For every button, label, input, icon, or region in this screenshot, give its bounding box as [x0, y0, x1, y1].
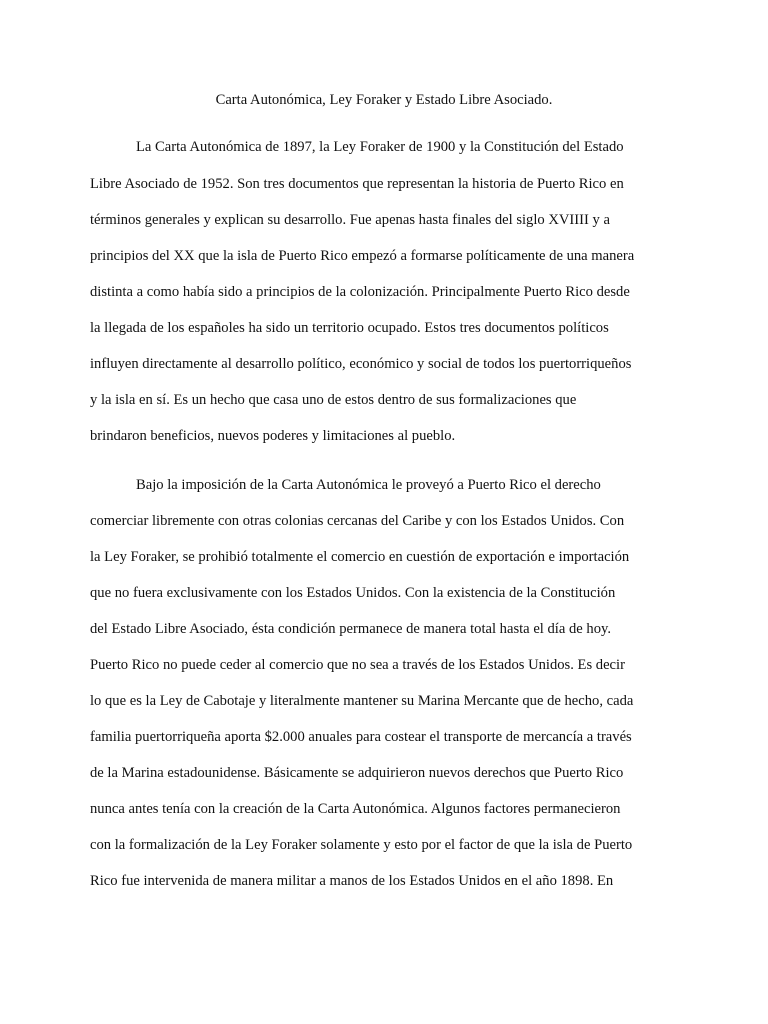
paragraph-1-line: términos generales y explican su desarrollo. Fue apenas hasta finales del siglo XVIIII y a [90, 212, 610, 228]
paragraph-1-line: la llegada de los españoles ha sido un territorio ocupado. Estos tres documentos políticos [90, 320, 609, 336]
paragraph-1-line: Libre Asociado de 1952. Son tres documentos que representan la historia de Puerto Rico en [90, 176, 624, 192]
paragraph-2-line: que no fuera exclusivamente con los Estados Unidos. Con la existencia de la Constitución [90, 585, 616, 601]
paragraph-1-line: principios del XX que la isla de Puerto Rico empezó a formarse políticamente de una manera [90, 248, 635, 264]
paragraph-2-line: Rico fue intervenida de manera militar a manos de los Estados Unidos en el año 1898. En [90, 873, 614, 889]
paragraph-2-line: de la Marina estadounidense. Básicamente se adquirieron nuevos derechos que Puerto Rico [90, 765, 624, 781]
paragraph-1-line: brindaron beneficios, nuevos poderes y limitaciones al pueblo. [90, 428, 456, 444]
paragraph-1-line: y la isla en sí. Es un hecho que casa uno de estos dentro de sus formalizaciones que [90, 392, 577, 408]
paragraph-2-line: familia puertorriqueña aporta $2.000 anuales para costear el transporte de mercancía a través [90, 729, 632, 745]
paragraph-2-line: Puerto Rico no puede ceder al comercio que no sea a través de los Estados Unidos. Es decir [90, 657, 625, 673]
paragraph-2-line: con la formalización de la Ley Foraker solamente y esto por el factor de que la isla de Puerto [90, 837, 633, 853]
paragraph-2-line: Bajo la imposición de la Carta Autonómica le proveyó a Puerto Rico el derecho [136, 477, 601, 493]
paragraph-1-line: distinta a como había sido a principios de la colonización. Principalmente Puerto Rico desde [90, 284, 630, 300]
paragraph-1-line: influyen directamente al desarrollo político, económico y social de todos los puertorriqueños [90, 356, 632, 372]
paragraph-2-line: nunca antes tenía con la creación de la Carta Autonómica. Algunos factores permanecieron [90, 801, 621, 817]
paragraph-2-line: la Ley Foraker, se prohibió totalmente el comercio en cuestión de exportación e importación [90, 549, 630, 565]
paragraph-2-line: lo que es la Ley de Cabotaje y literalmente mantener su Marina Mercante que de hecho, cada [90, 693, 634, 709]
paragraph-1-line: La Carta Autonómica de 1897, la Ley Foraker de 1900 y la Constitución del Estado [136, 139, 624, 155]
paragraph-2-line: comerciar libremente con otras colonias cercanas del Caribe y con los Estados Unidos. Con [90, 513, 625, 529]
document-title: Carta Autonómica, Ley Foraker y Estado Libre Asociado. [215, 92, 553, 108]
paragraph-2-line: del Estado Libre Asociado, ésta condición permanece de manera total hasta el día de hoy. [90, 621, 611, 637]
